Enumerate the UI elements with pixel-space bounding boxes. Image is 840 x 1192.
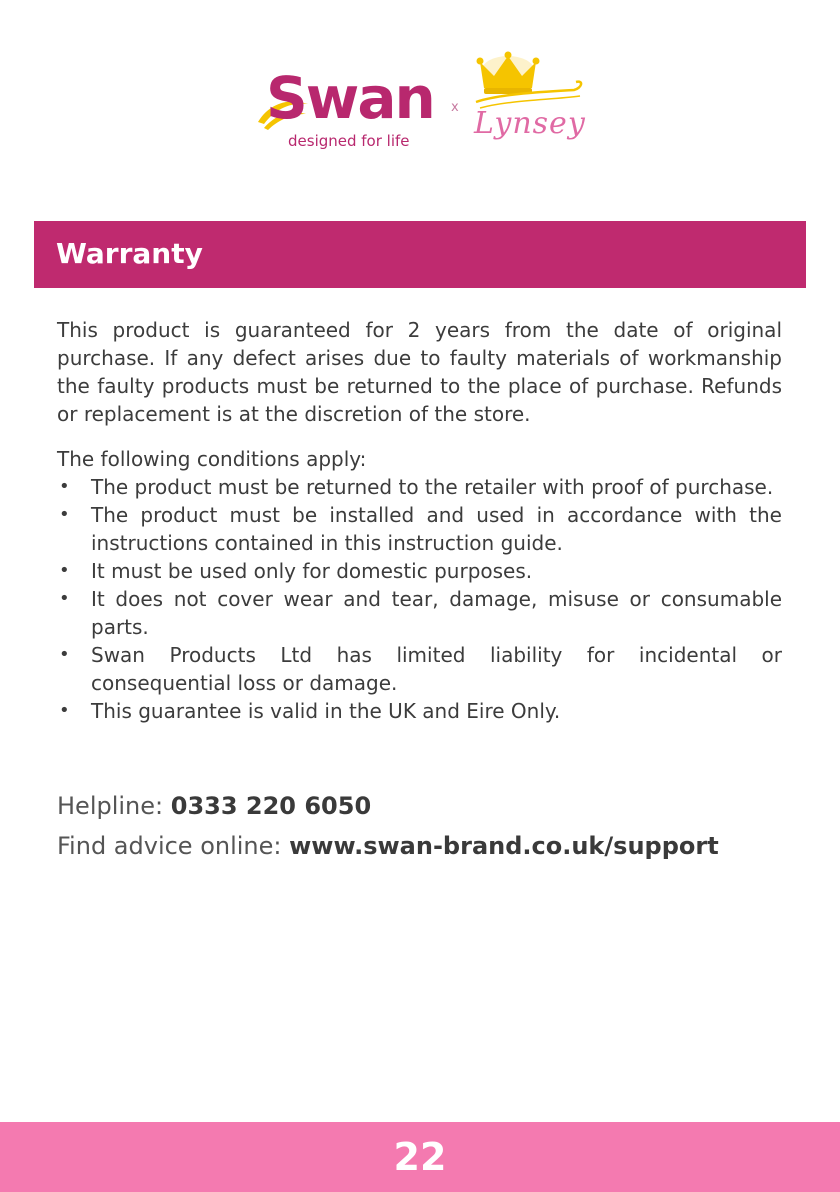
swan-logo (256, 66, 436, 154)
swan-wordmark: Swan (266, 64, 434, 132)
bullet-icon: • (59, 560, 70, 581)
warranty-content (57, 316, 782, 725)
helpline-line (57, 786, 719, 826)
bullet-icon: • (59, 504, 70, 525)
list-item (57, 557, 782, 585)
contact-block (57, 786, 719, 866)
logo-separator: x (451, 100, 459, 115)
helpline-number[interactable]: 0333 220 6050 (170, 792, 372, 820)
bullet-icon: • (59, 700, 70, 721)
condition-text: Swan Products Ltd has limited liability for incidental or consequential loss or damage. (91, 643, 782, 695)
swan-tagline: designed for life (288, 132, 410, 150)
list-item (57, 585, 782, 641)
list-item (57, 697, 782, 725)
page-footer (0, 1122, 840, 1192)
condition-text: The product must be returned to the retailer with proof of purchase. (91, 475, 774, 499)
bullet-icon: • (59, 476, 70, 497)
section-title: Warranty (56, 237, 203, 270)
condition-text: It does not cover wear and tear, damage, misuse or consumable parts. (91, 587, 782, 639)
list-item (57, 501, 782, 557)
condition-text: It must be used only for domestic purposes. (91, 559, 533, 583)
page-number: 22 (393, 1135, 447, 1179)
list-item (57, 473, 782, 501)
online-label: Find advice online: (57, 832, 290, 860)
logo-row (0, 50, 840, 180)
condition-text: This guarantee is valid in the UK and Eire Only. (91, 699, 561, 723)
online-line (57, 826, 719, 866)
section-banner (34, 221, 806, 288)
intro-paragraph: This product is guaranteed for 2 years from the date of original purchase. If any defect arises due to faulty materials of workmanship the faulty products must be returned to the place of purchase. Refunds or replacement is at the discretion of the store. (57, 318, 782, 426)
lynsey-logo (470, 50, 590, 170)
list-item (57, 641, 782, 697)
bullet-icon: • (59, 644, 70, 665)
lynsey-wordmark: Lynsey (474, 106, 586, 141)
bullet-icon: • (59, 588, 70, 609)
condition-text: The product must be installed and used in accordance with the instructions contained in this instruction guide. (91, 503, 782, 555)
support-link[interactable]: www.swan-brand.co.uk/support (289, 832, 719, 860)
conditions-list (57, 473, 782, 725)
conditions-heading: The following conditions apply: (57, 447, 367, 471)
helpline-label: Helpline: (57, 792, 171, 820)
